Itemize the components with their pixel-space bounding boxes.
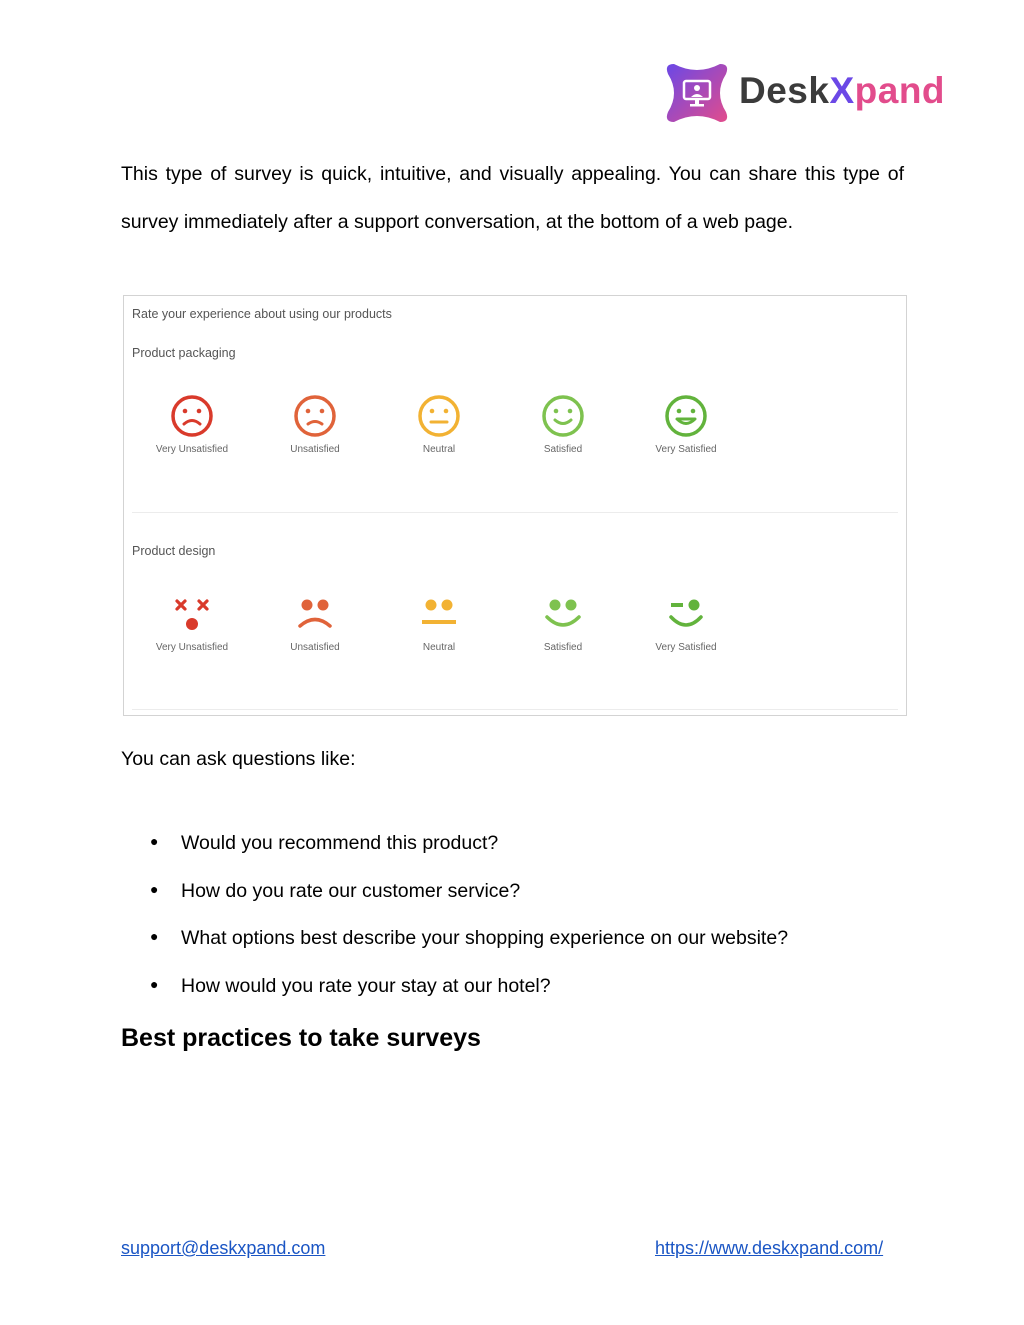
section-heading: Best practices to take surveys: [121, 1024, 481, 1052]
footer-website-link[interactable]: https://www.deskxpand.com/: [655, 1238, 884, 1258]
rating-label: Very Unsatisfied: [155, 642, 229, 653]
rating-unsatisfied[interactable]: [270, 592, 360, 653]
very-unsatisfied-face-icon: [170, 592, 214, 636]
very-satisfied-face-icon: [664, 394, 708, 438]
unsatisfied-face-icon: [293, 394, 337, 438]
rating-label: Satisfied: [543, 444, 583, 455]
unsatisfied-face-icon: [293, 592, 337, 636]
neutral-face-icon: [417, 592, 461, 636]
rating-label: Unsatisfied: [290, 642, 340, 653]
rating-label: Very Unsatisfied: [155, 444, 229, 455]
satisfied-face-icon: [541, 394, 585, 438]
rating-neutral[interactable]: [394, 592, 484, 653]
survey-title: Rate your experience about using our products: [132, 307, 392, 321]
brand-logo: [664, 60, 944, 128]
rating-neutral[interactable]: [394, 394, 484, 455]
rating-label: Neutral: [422, 444, 456, 455]
section-divider: [132, 709, 898, 710]
section-title-design: Product design: [132, 544, 216, 558]
rating-label: Very Satisfied: [655, 642, 717, 653]
rating-satisfied[interactable]: [518, 394, 608, 455]
intro-paragraph: This type of survey is quick, intuitive, and visually appealing. You can share this type of survey immediately after a support conversation, at the bottom of a web page.: [121, 163, 904, 233]
rating-satisfied[interactable]: [518, 592, 608, 653]
rating-label: Unsatisfied: [290, 444, 340, 455]
question-list: [150, 832, 788, 1023]
questions-intro: You can ask questions like:: [121, 748, 356, 770]
rating-label: Satisfied: [543, 642, 583, 653]
rating-very-unsatisfied[interactable]: [147, 394, 237, 455]
brand-name: DeskXpand: [739, 70, 946, 111]
section-divider: [132, 512, 898, 513]
satisfied-face-icon: [541, 592, 585, 636]
rating-very-satisfied[interactable]: [641, 394, 731, 455]
list-item: ● What options best describe your shopping experience on our website?: [150, 927, 788, 975]
deskxpand-logo-icon: [664, 60, 730, 126]
rating-very-satisfied[interactable]: [641, 592, 731, 653]
rating-very-unsatisfied[interactable]: [147, 592, 237, 653]
rating-label: Neutral: [422, 642, 456, 653]
list-item: ● Would you recommend this product?: [150, 832, 788, 880]
list-item: ● How would you rate your stay at our hotel?: [150, 975, 788, 1023]
neutral-face-icon: [417, 394, 461, 438]
rating-label: Very Satisfied: [655, 444, 717, 455]
survey-figure: [123, 295, 907, 716]
very-unsatisfied-face-icon: [170, 394, 214, 438]
list-item: ● How do you rate our customer service?: [150, 880, 788, 928]
rating-unsatisfied[interactable]: [270, 394, 360, 455]
very-satisfied-face-icon: [664, 592, 708, 636]
section-title-packaging: Product packaging: [132, 346, 236, 360]
footer-email-link[interactable]: support@deskxpand.com: [121, 1238, 326, 1258]
